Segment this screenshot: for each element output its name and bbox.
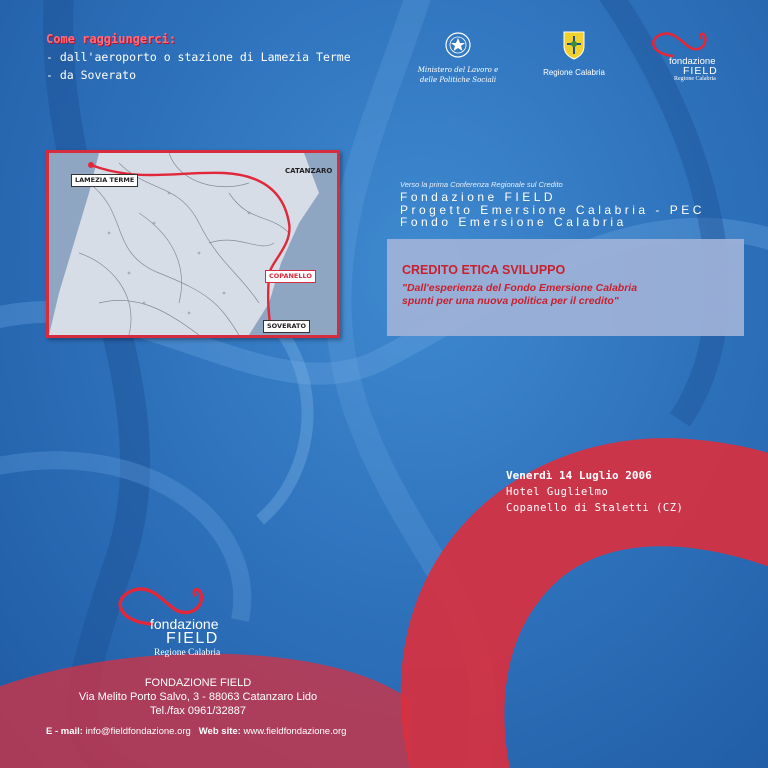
field-bottom-word1: fondazione [150, 616, 219, 632]
field-bottom-word2: FIELD [166, 630, 219, 647]
contact-block [0, 676, 396, 718]
field-logo-top [645, 28, 735, 84]
event-title: CREDITO ETICA SVILUPPO [402, 263, 566, 277]
regione-label: Regione Calabria [543, 68, 605, 77]
title-panel [387, 239, 744, 336]
field-logo-bottom [108, 580, 248, 666]
location-map [46, 150, 340, 338]
event-subtitle [402, 282, 742, 308]
conference-pretitle: Verso la prima Conferenza Regionale sul Credito [400, 180, 563, 189]
ministry-emblem-icon [443, 30, 473, 60]
map-label-catanzaro: CATANZARO [285, 167, 333, 175]
directions-title: Come raggiungerci: [46, 32, 177, 46]
conference-line: Progetto Emersione Calabria - PEC [400, 202, 705, 217]
event-venue: Hotel Guglielmo [506, 486, 609, 498]
email-link[interactable]: info@fieldfondazione.org [85, 726, 191, 737]
event-place: Copanello di Staletti (CZ) [506, 502, 684, 514]
directions-item: - dall'aeroporto o stazione di Lamezia Terme [46, 48, 351, 66]
map-label-copanello: COPANELLO [265, 270, 316, 283]
field-bottom-word3: Regione Calabria [154, 648, 221, 658]
email-label: E - mail: [46, 726, 83, 737]
regione-logo [534, 30, 614, 77]
website-label: Web site: [198, 726, 241, 737]
website-link[interactable]: www.fieldfondazione.org [243, 726, 347, 737]
conference-line: Fondo Emersione Calabria [400, 215, 627, 229]
ministry-logo [413, 30, 503, 84]
directions-list [46, 48, 351, 84]
contact-address: Via Melito Porto Salvo, 3 - 88063 Catanzaro Lido [78, 691, 318, 703]
ministry-line1: Ministero del Lavoro e [417, 66, 499, 74]
directions-item: - da Soverato [46, 66, 351, 84]
map-label-soverato: SOVERATO [263, 320, 310, 333]
field-top-word3: Regione Calabria [674, 76, 716, 82]
conference-line: Fondazione FIELD [400, 190, 557, 204]
event-details [506, 468, 683, 516]
event-subtitle-line1: "Dall'esperienza del Fondo Emersione Calabria [402, 282, 638, 294]
contact-phone: Tel./fax 0961/32887 [149, 705, 247, 717]
event-date: Venerdì 14 Luglio 2006 [506, 469, 652, 482]
event-subtitle-line2: spunti per una nuova politica per il credito" [402, 295, 619, 307]
ministry-line2: delle Politiche Sociali [419, 76, 497, 84]
map-label-lamezia: LAMEZIA TERME [71, 174, 138, 187]
field-top-word2: FIELD [683, 65, 718, 77]
contact-org: FONDAZIONE FIELD [144, 677, 252, 689]
contact-web-line [46, 726, 346, 737]
field-top-word1: fondazione [669, 56, 716, 67]
regione-shield-icon [562, 30, 586, 60]
conference-header [400, 180, 730, 229]
